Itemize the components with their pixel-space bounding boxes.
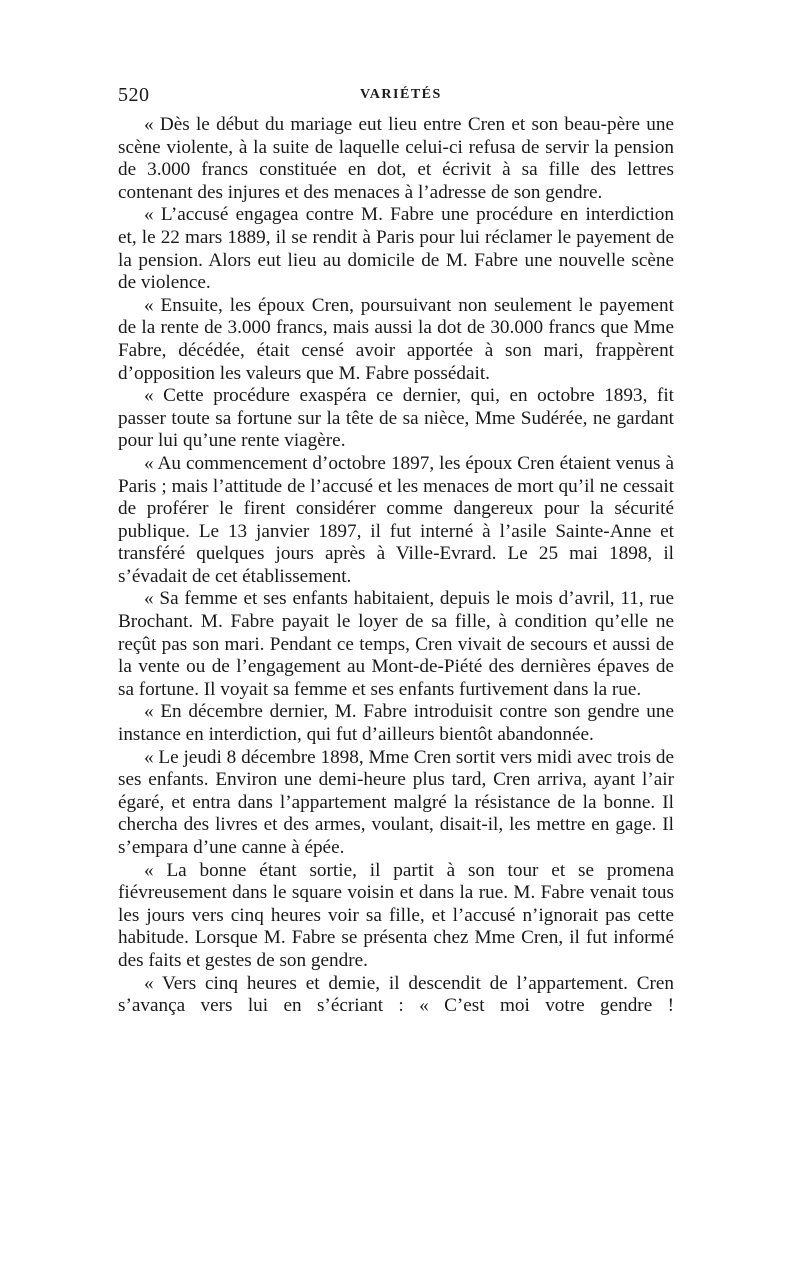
paragraph-10: « Vers cinq heures et demie, il descendit de l’appartement. Cren s’avança vers lui en s’écriant : « C’est moi votre gendre ! bbox=[118, 972, 674, 1017]
paragraph-8: « Le jeudi 8 décembre 1898, Mme Cren sortit vers midi avec trois de ses enfants. Environ une demi-heure plus tard, Cren arriva, ayant l’air égaré, et entra dans l’appartement malgré la résistance de la bonne. Il chercha des livres et des armes, voulant, disait-il, les mettre en gage. Il s’empara d’une canne à épée. bbox=[118, 746, 674, 858]
body-text bbox=[118, 114, 674, 1018]
paragraph-6: « Sa femme et ses enfants habitaient, depuis le mois d’avril, 11, rue Brochant. M. Fabre payait le loyer de sa fille, à condition qu’elle ne reçût pas son mari. Pendant ce temps, Cren vivait de secours et aussi de la vente ou de l’engagement au Mont-de-Piété des dernières épaves de sa fortune. Il voyait sa femme et ses enfants furtivement dans la rue. bbox=[118, 588, 674, 700]
paragraph-7: « En décembre dernier, M. Fabre introduisit contre son gendre une instance en interdiction, qui fut d’ailleurs bientôt abandonnée. bbox=[118, 701, 674, 746]
paragraph-2: « L’accusé engagea contre M. Fabre une procédure en interdiction et, le 22 mars 1889, il se rendit à Paris pour lui réclamer le payement de la pension. Alors eut lieu au domicile de M. Fabre une nouvelle scène de violence. bbox=[118, 204, 674, 294]
paragraph-4: « Cette procédure exaspéra ce dernier, qui, en octobre 1893, fit passer toute sa fortune sur la tête de sa nièce, Mme Sudérée, ne gardant pour lui qu’une rente viagère. bbox=[118, 385, 674, 452]
running-head bbox=[118, 84, 674, 114]
page-number: 520 bbox=[118, 84, 150, 106]
paragraph-3: « Ensuite, les époux Cren, poursuivant non seulement le payement de la rente de 3.000 francs, mais aussi la dot de 30.000 francs que Mme Fabre, décédée, était censé avoir apportée à son mari, frappèrent d’opposition les valeurs que M. Fabre possédait. bbox=[118, 294, 674, 384]
paragraph-5: « Au commencement d’octobre 1897, les époux Cren étaient venus à Paris ; mais l’attitude de l’accusé et les menaces de mort qu’il ne cessait de proférer le firent considérer comme dangereux pour la sécurité publique. Le 13 janvier 1897, il fut interné à l’asile Sainte-Anne et transféré quelques jours après à Ville-Evrard. Le 25 mai 1898, il s’évadait de cet établissement. bbox=[118, 452, 674, 587]
paragraph-9: « La bonne étant sortie, il partit à son tour et se promena fiévreusement dans le square voisin et dans la rue. M. Fabre venait tous les jours vers cinq heures voir sa fille, et l’accusé n’ignorait pas cette habitude. Lorsque M. Fabre se présenta chez Mme Cren, il fut informé des faits et gestes de son gendre. bbox=[118, 859, 674, 971]
paragraph-1: « Dès le début du mariage eut lieu entre Cren et son beau-père une scène violente, à la suite de laquelle celui-ci refusa de servir la pension de 3.000 francs constituée en dot, et écrivit à sa fille des lettres contenant des injures et des menaces à l’adresse de son gendre. bbox=[118, 114, 674, 203]
book-page bbox=[118, 84, 674, 1018]
running-title: VARIÉTÉS bbox=[360, 87, 442, 102]
